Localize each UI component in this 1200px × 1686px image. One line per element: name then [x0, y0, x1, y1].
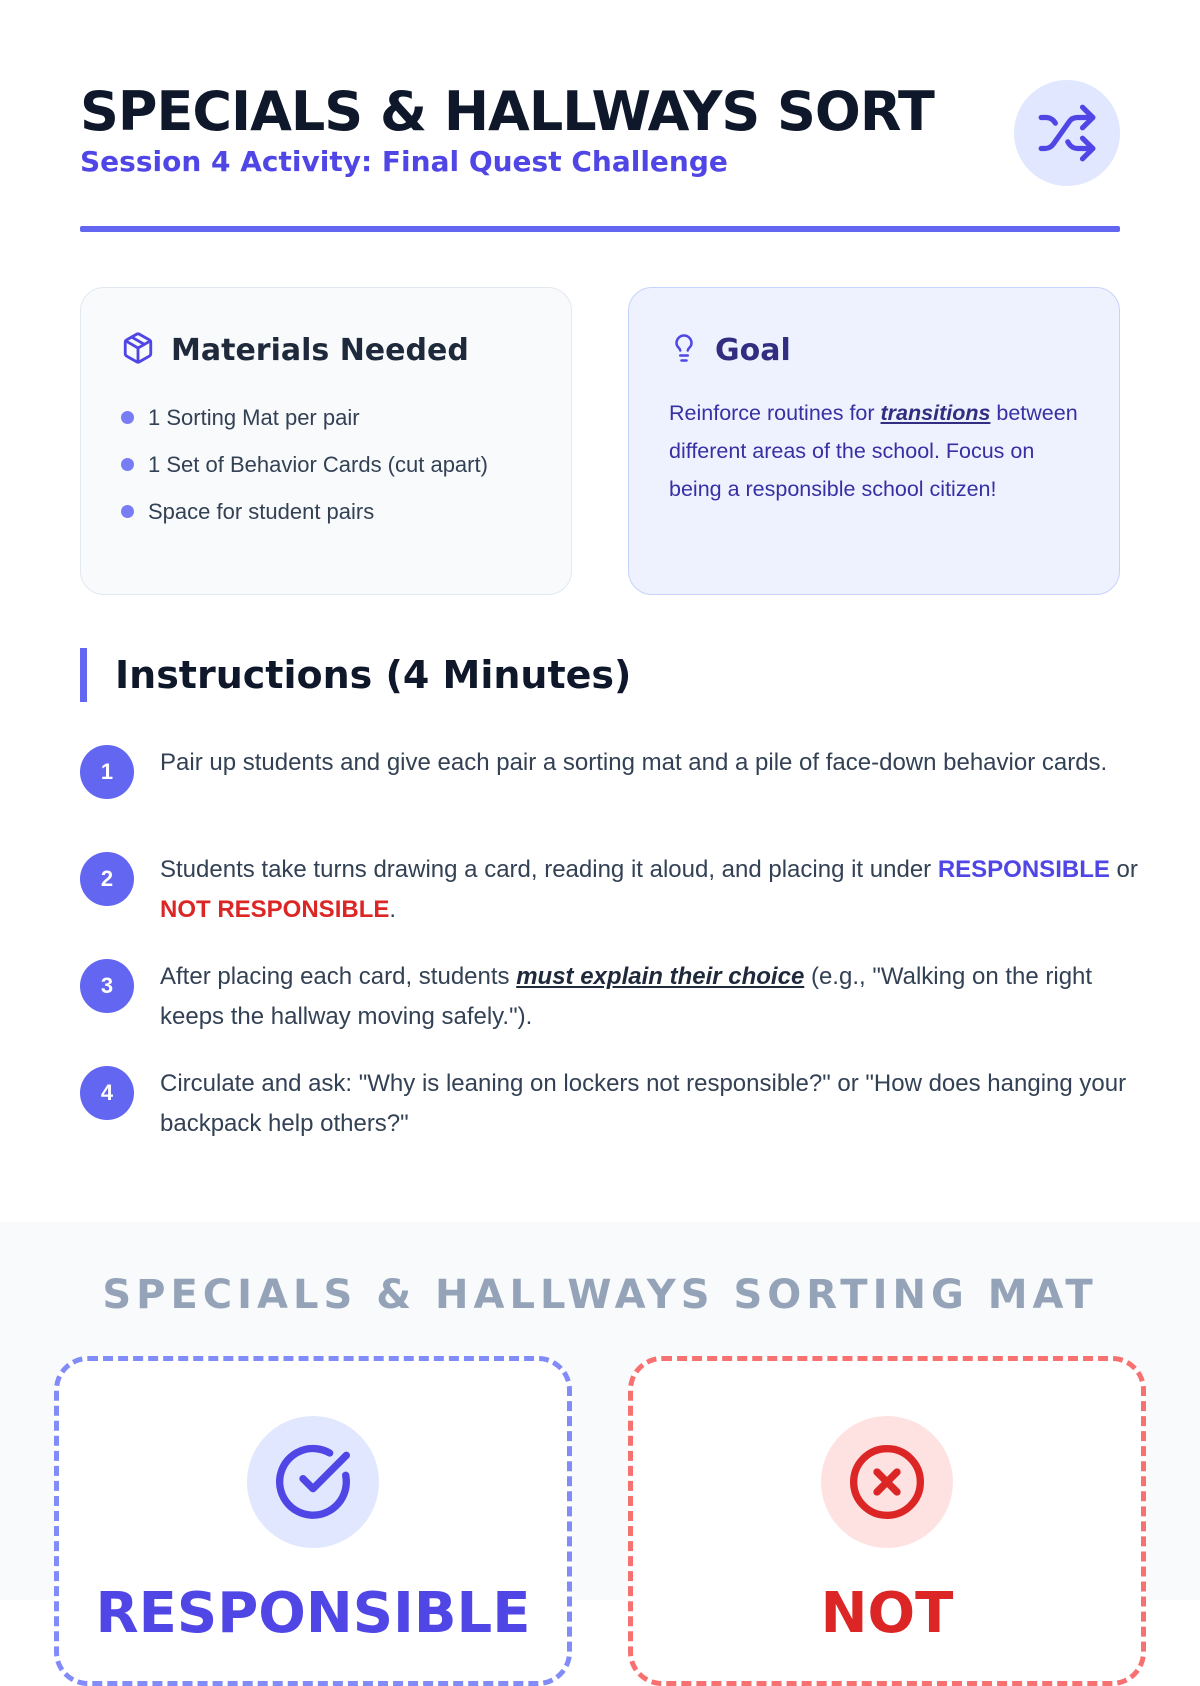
- list-item: [80, 745, 1120, 852]
- shuffle-icon: [1014, 80, 1120, 186]
- instructions-list: [80, 745, 1138, 1173]
- responsible-zone-label: RESPONSIBLE: [95, 1581, 531, 1646]
- not-responsible-label: NOT RESPONSIBLE: [160, 896, 390, 923]
- header: [80, 80, 1120, 188]
- instructions-title: Instructions (4 Minutes): [115, 653, 632, 697]
- materials-list: [121, 394, 531, 535]
- list-item: [121, 441, 531, 488]
- step-text: Pair up students and give each pair a sorting mat and a pile of face-down behavior cards.: [160, 749, 1108, 776]
- step-number: 2: [80, 852, 134, 906]
- step-text: Circulate and ask: "Why is leaning on lockers not responsible?" or "How does hanging your backpack help others?": [160, 1070, 1127, 1137]
- responsible-zone[interactable]: [54, 1356, 572, 1686]
- goal-text-part: Reinforce routines for: [669, 401, 881, 425]
- page-subtitle: Session 4 Activity: Final Quest Challenge: [80, 145, 728, 178]
- list-item: [80, 959, 1120, 1066]
- goal-card: [628, 287, 1120, 595]
- check-circle-icon: [247, 1416, 379, 1548]
- package-icon: [121, 331, 171, 370]
- x-circle-icon: [821, 1416, 953, 1548]
- lightbulb-icon: [669, 331, 715, 370]
- not-responsible-zone-label: NOT: [820, 1581, 954, 1646]
- step-text-part: (e.g., "Walking on the right keeps the hallway moving safely.").: [160, 963, 1093, 1030]
- not-responsible-zone[interactable]: [628, 1356, 1146, 1686]
- step-text: [160, 957, 1160, 1037]
- step-number: 1: [80, 745, 134, 799]
- goal-title: Goal: [715, 332, 791, 368]
- material-item: 1 Sorting Mat per pair: [148, 404, 360, 430]
- material-item: 1 Set of Behavior Cards (cut apart): [148, 451, 488, 477]
- sorting-mat-title: SPECIALS & HALLWAYS SORTING MAT: [102, 1272, 1098, 1318]
- step-text-part: After placing each card, students: [160, 963, 517, 990]
- list-item: [80, 852, 1138, 959]
- page-title: SPECIALS & HALLWAYS SORT: [80, 80, 934, 143]
- step-text: [160, 850, 1160, 930]
- step-number: 3: [80, 959, 134, 1013]
- material-item: Space for student pairs: [148, 498, 375, 524]
- sorting-mat: [0, 1222, 1200, 1646]
- list-item: [121, 488, 531, 535]
- instructions-heading: [80, 648, 631, 702]
- materials-card: [80, 287, 572, 595]
- goal-text-part: between different areas of the school. Focus on being a responsible school citizen!: [669, 401, 1078, 501]
- step-text-part: or: [1109, 856, 1138, 883]
- materials-title: Materials Needed: [171, 332, 469, 368]
- goal-emphasis: transitions: [880, 401, 991, 425]
- header-divider: [80, 226, 1120, 232]
- list-item: [121, 394, 531, 441]
- responsible-label: RESPONSIBLE: [937, 856, 1110, 883]
- goal-text: [669, 394, 1079, 508]
- step-text-part: .: [389, 896, 397, 923]
- step-emphasis: must explain their choice: [516, 963, 805, 990]
- list-item: [80, 1066, 1127, 1173]
- step-number: 4: [80, 1066, 134, 1120]
- step-text-part: Students take turns drawing a card, reading it aloud, and placing it under: [160, 856, 938, 883]
